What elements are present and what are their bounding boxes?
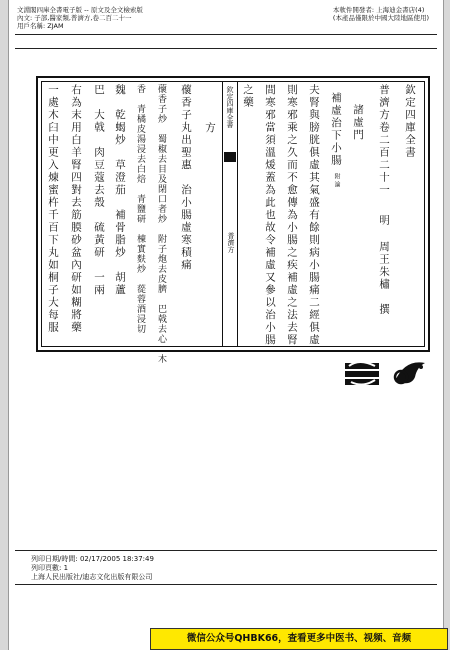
recipe-column-5: 巴 大戟 肉豆蔻去殼 硫黃研 一兩 (93, 84, 105, 297)
print-date: 列印日期/時間: 02/17/2005 18:37:49 (31, 555, 154, 563)
footer-info (31, 555, 154, 582)
header-rule-top (15, 34, 437, 35)
print-pages: 列印頁數: 1 (31, 564, 69, 572)
band-line-left (222, 82, 223, 346)
footer-rule-bottom (15, 584, 437, 585)
recipe-column-1: 蘹香子丸出聖惠 治小腸虛寒積痛 (180, 84, 192, 272)
book-page-frame (36, 76, 430, 364)
recipe-column-6: 右為末用白羊腎四對去筋膜砂盆內研如糊將藥 (70, 84, 82, 334)
header-license-line: (本產品僅限於中國大陸地區使用) (332, 14, 429, 22)
text-column-1: 夫腎與膀胱俱虛其氣盛有餘則病小腸痛二經俱虛 (308, 84, 320, 347)
subcategory-title (329, 92, 344, 344)
recipe-column-3: 香 青橘皮湯浸去白焙 青鹽研 棟實麩炒 蓯蓉酒浸切 (135, 84, 145, 334)
publisher-name: 上海人民出版社/迪志文化出版有限公司 (31, 573, 153, 581)
header-software-line: 文淵閣四庫全書電子版 -- 原文及全文檢索版 (17, 6, 143, 14)
author-text: 周王朱橚 撰 (378, 241, 390, 316)
volume-title-text: 普濟方卷二百二十一 (378, 84, 390, 197)
text-column-3: 間寒邪當須溫煖蓋為此也故令補虛又參以治小腸 (264, 84, 276, 347)
publisher-logo (343, 355, 433, 395)
promo-banner[interactable]: 微信公众号QHBK66，查看更多中医书、视频、音频 (150, 628, 448, 650)
text-column-2: 則寒邪乘之久而不愈傳為小腸之疾補虛之法去腎 (286, 84, 298, 347)
recipe-heading: 方 (204, 122, 216, 135)
dynasty-text: 明 (378, 214, 390, 227)
text-column-4: 之藥 (242, 84, 254, 109)
fish-tail-mark (224, 152, 236, 162)
band-chapter-title: 普濟方 (227, 232, 235, 253)
series-title: 欽定四庫全書 (404, 84, 416, 159)
subcategory-text: 補虛治下小腸 (330, 92, 342, 167)
header-right (333, 6, 429, 22)
header-rule-bottom (15, 48, 437, 49)
header-developer-line: 本軟件開發者: 上海迪金書店(4) (332, 6, 425, 14)
subcategory-note: 附論 (333, 173, 340, 189)
document-page (8, 0, 444, 650)
recipe-column-7: 一處木臼中更入煉蜜杵千百下丸如桐子大每服 (47, 84, 59, 334)
header-user-line: 用戶名稱: ZJAM (17, 22, 64, 30)
footer-rule (15, 550, 437, 551)
header-content-line: 內文: 子部,醫家類,普濟方,卷二百二十一 (17, 14, 132, 22)
band-book-title: 欽定四庫全書 (226, 86, 234, 128)
category-title: 諸虛門 (352, 104, 364, 142)
header-left (17, 6, 143, 30)
recipe-column-4: 魏 乾蝎炒 草澄茄 補骨脂炒 胡蘆 (114, 84, 126, 297)
volume-title (377, 84, 392, 344)
band-line-right (237, 82, 238, 346)
book-page-inner (41, 81, 425, 364)
recipe-column-2: 蘹香子炒 蜀椒去目及閉口者炒 附子炮去皮臍 巴戟去心 木 (156, 84, 166, 364)
